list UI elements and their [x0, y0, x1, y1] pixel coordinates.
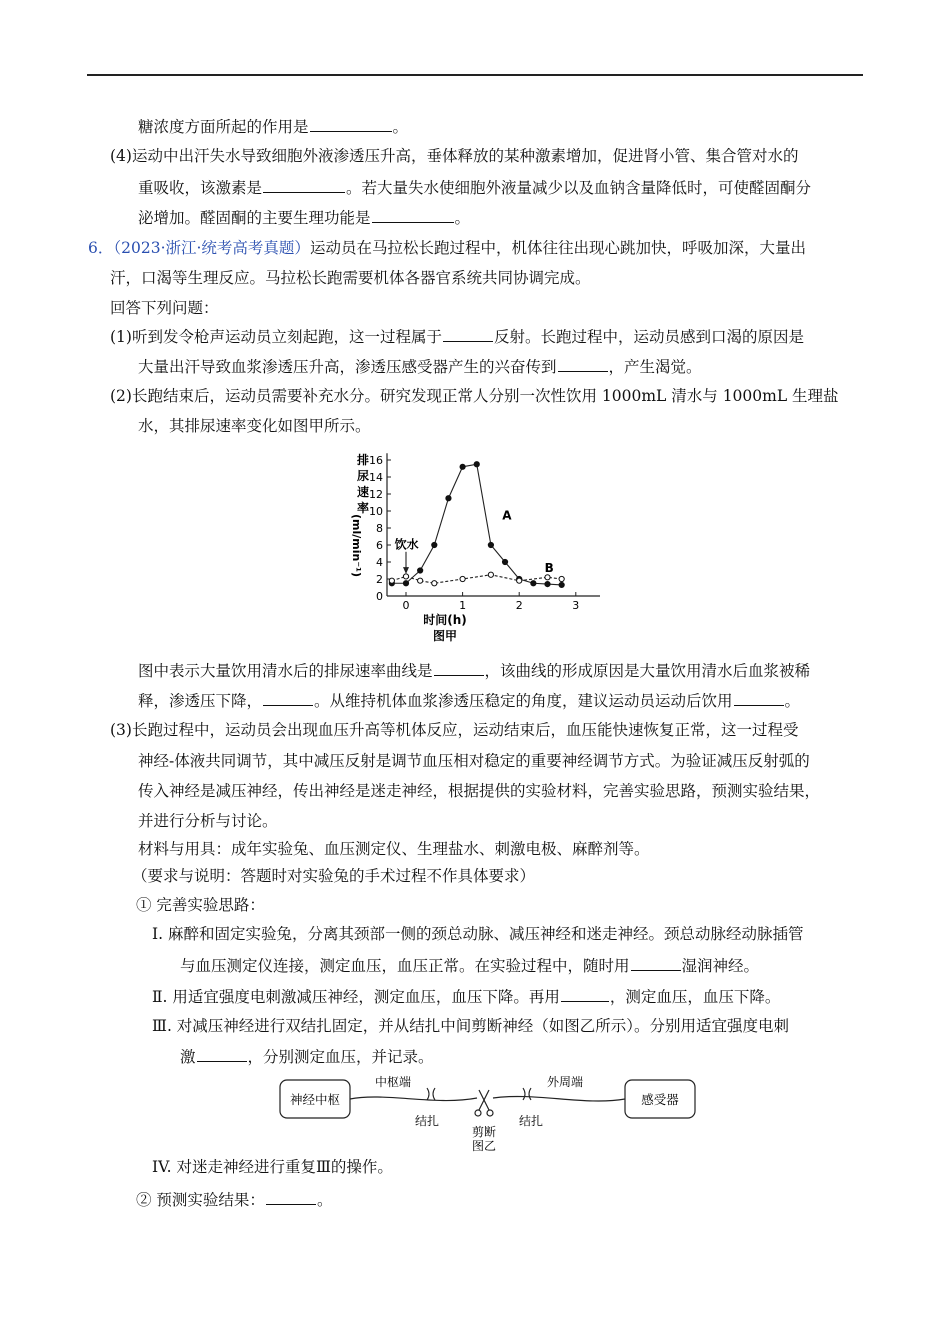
data-point-B — [418, 578, 423, 583]
y-tick-label: 2 — [376, 573, 383, 586]
data-point-B — [432, 581, 437, 586]
y-tick-label: 10 — [369, 505, 383, 518]
scissors-icon — [475, 1090, 493, 1116]
text-line: 汗，口渴等生理反应。马拉松长跑需要机体各器官系统共同协调完成。 — [110, 269, 591, 287]
y-axis-label: 速 — [357, 485, 370, 499]
ligation-label-right: 结扎 — [519, 1114, 544, 1128]
text-line: 重吸收，该激素是 。若大量失水使细胞外液量减少以及血钠含量降低时，可使醛固酮分 — [138, 179, 812, 197]
text-line: 释，渗透压下降， 。从维持机体血浆渗透压稳定的角度，建议运动员运动后饮用 。 — [138, 692, 801, 710]
ligature-left — [427, 1088, 435, 1100]
nerve-center-label: 神经中枢 — [289, 1092, 341, 1107]
answer-blank[interactable] — [263, 177, 345, 193]
nerve-line-right — [493, 1096, 625, 1101]
receptor-label: 感受器 — [641, 1092, 679, 1107]
question-number: (1) — [110, 328, 132, 346]
text-line: 传入神经是减压神经，传出神经是迷走神经，根据提供的实验材料，完善实验思路，预测实验结果， — [138, 782, 821, 800]
annotation-arrow-head — [403, 567, 409, 574]
header-rule — [87, 74, 863, 76]
x-tick-label: 1 — [459, 599, 467, 612]
drink-water-annotation: 饮水 — [394, 537, 419, 552]
answer-blank[interactable] — [631, 955, 681, 971]
text-line: （要求与说明：答题时对实验兔的手术过程不作具体要求） — [132, 867, 536, 885]
text-line: 回答下列问题： — [110, 299, 219, 317]
answer-blank[interactable] — [266, 1189, 316, 1205]
y-tick-label: 4 — [376, 556, 383, 569]
data-point-A — [502, 559, 507, 564]
data-point-A — [432, 542, 437, 547]
data-point-B — [545, 575, 550, 580]
text-line: Ⅲ. 对减压神经进行双结扎固定，并从结扎中间剪断神经（如图乙所示）。分别用适宜强度电刺 — [152, 1017, 790, 1035]
data-point-A — [403, 581, 408, 586]
answer-blank[interactable] — [263, 690, 313, 706]
data-point-B — [517, 578, 522, 583]
data-point-A — [460, 464, 465, 469]
text-line: 6．（2023·浙江·统考高考真题）运动员在马拉松长跑过程中，机体往往出现心跳加快，呼吸加深，大量出 — [88, 239, 806, 257]
answer-blank[interactable] — [310, 116, 392, 132]
nerve-line-left — [350, 1097, 477, 1101]
question-number: (4) — [110, 147, 132, 165]
question-source: （2023·浙江·统考高考真题） — [113, 239, 310, 257]
text-line: (4)运动中出汗失水导致细胞外液渗透压升高，垂体释放的某种激素增加，促进肾小管、集合管对水的 — [110, 147, 799, 165]
chart-title: 图甲 — [432, 629, 458, 643]
text-line: 水，其排尿速率变化如图甲所示。 — [138, 417, 371, 435]
text-line: 材料与用具：成年实验兔、血压测定仪、生理盐水、刺激电极、麻醉剂等。 — [138, 840, 650, 858]
question-number: 6． — [88, 239, 114, 257]
data-point-A — [488, 542, 493, 547]
center-end-label: 中枢端 — [375, 1075, 412, 1089]
figure-b-caption: 图乙 — [471, 1139, 497, 1152]
text-line: ① 完善实验思路： — [136, 896, 265, 914]
text-line: 图中表示大量饮用清水后的排尿速率曲线是 ，该曲线的形成原因是大量饮用清水后血浆被稀 — [138, 662, 811, 680]
data-point-A — [531, 581, 536, 586]
data-point-B — [559, 576, 564, 581]
text-line: 并进行分析与讨论。 — [138, 812, 278, 830]
text-line: (3)长跑过程中，运动员会出现血压升高等机体反应，运动结束后，血压能快速恢复正常，这一过程受 — [110, 721, 799, 739]
text-line: Ⅱ. 用适宜强度电刺激减压神经，测定血压，血压下降。再用 ，测定血压，血压下降。 — [152, 988, 781, 1006]
answer-blank[interactable] — [443, 326, 493, 342]
answer-blank[interactable] — [372, 207, 454, 223]
y-axis-label: 率 — [357, 501, 370, 515]
answer-blank[interactable] — [561, 986, 609, 1002]
text-line: 神经-体液共同调节，其中减压反射是调节血压相对稳定的重要神经调节方式。为验证减压反射弧的 — [138, 752, 810, 770]
y-tick-label: 8 — [376, 522, 383, 535]
ligation-label-left: 结扎 — [415, 1114, 440, 1128]
data-point-A — [545, 582, 550, 587]
x-tick-label: 3 — [572, 599, 580, 612]
series-line-A — [392, 464, 562, 585]
data-point-B — [488, 572, 493, 577]
text-line: 激 ，分别测定血压，并记录。 — [180, 1048, 434, 1066]
figure-b-diagram — [275, 1072, 705, 1152]
y-tick-label: 0 — [376, 590, 383, 603]
answer-blank[interactable] — [197, 1046, 247, 1062]
text-line: IV. 对迷走神经进行重复Ⅲ的操作。 — [152, 1158, 393, 1176]
ligature-right — [523, 1088, 531, 1100]
text-line: Ⅰ. 麻醉和固定实验兔，分离其颈部一侧的颈总动脉、减压神经和迷走神经。颈总动脉经动脉插管 — [152, 925, 804, 943]
text-line: (2)长跑结束后，运动员需要补充水分。研究发现正常人分别一次性饮用 1000mL 清水与 1000mL 生理盐 — [110, 387, 839, 405]
answer-blank[interactable] — [734, 690, 784, 706]
series-line-B — [392, 575, 562, 584]
data-point-B — [460, 576, 465, 581]
y-tick-label: 16 — [369, 454, 383, 467]
y-tick-label: 6 — [376, 539, 383, 552]
answer-blank[interactable] — [558, 356, 608, 372]
cut-label: 剪断 — [471, 1125, 497, 1139]
data-point-A — [474, 462, 479, 467]
peripheral-end-label: 外周端 — [547, 1075, 584, 1089]
x-tick-label: 0 — [402, 599, 410, 612]
text-line: 糖浓度方面所起的作用是 。 — [138, 118, 409, 136]
series-label-B: B — [544, 561, 554, 576]
y-axis-label: 尿 — [357, 469, 370, 483]
data-point-A — [418, 568, 423, 573]
figure-a-chart — [340, 448, 610, 648]
data-point-A — [446, 496, 451, 501]
answer-blank[interactable] — [434, 660, 484, 676]
text-line: (1)听到发令枪声运动员立刻起跑，这一过程属于 反射。长跑过程中，运动员感到口渴的原因是 — [110, 328, 804, 346]
text-line: 泌增加。醛固酮的主要生理功能是 。 — [138, 209, 471, 227]
series-label-A: A — [502, 508, 512, 523]
text-line: 与血压测定仪连接，测定血压，血压正常。在实验过程中，随时用 湿润神经。 — [180, 957, 760, 975]
y-tick-label: 14 — [369, 471, 383, 484]
data-point-B — [389, 578, 394, 583]
text-line: ② 预测实验结果： 。 — [136, 1191, 333, 1209]
x-tick-label: 2 — [515, 599, 523, 612]
y-tick-label: 12 — [369, 488, 383, 501]
data-point-B — [403, 574, 408, 579]
question-number: (2) — [110, 387, 132, 405]
x-axis-label: 时间(h) — [423, 613, 467, 627]
y-axis-label: 排 — [357, 453, 370, 467]
data-point-A — [559, 582, 564, 587]
y-axis-unit: (ml/min⁻¹) — [350, 514, 363, 577]
question-number: (3) — [110, 721, 132, 739]
text-line: 大量出汗导致血浆渗透压升高，渗透压感受器产生的兴奋传到 ，产生渴觉。 — [138, 358, 702, 376]
